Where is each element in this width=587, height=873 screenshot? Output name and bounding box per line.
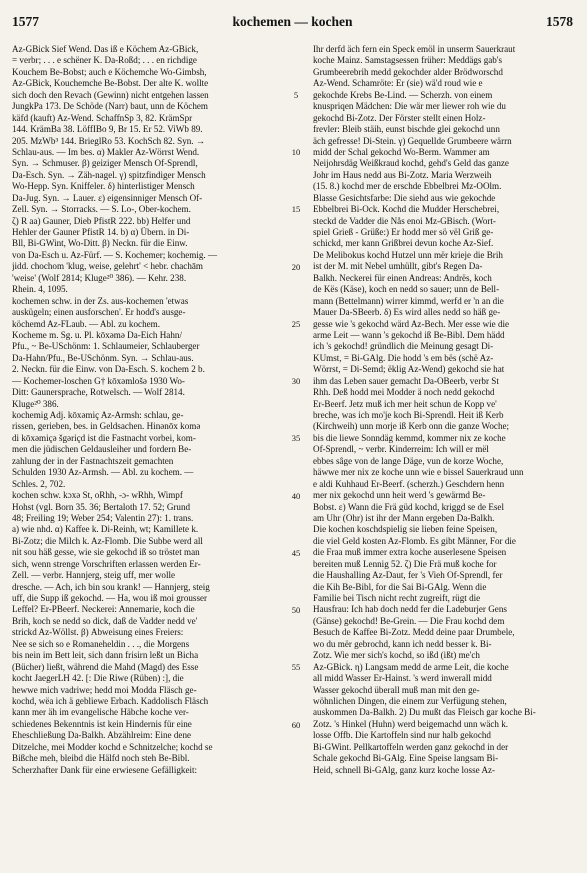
- text-line: KUmst, = Bi-GAlg. Die hodd 's em bës (schë Az-: [313, 352, 494, 363]
- text-line: Kocheme m. Sg. u. Pl. kōxəmə Da-Eich Hahn/: [12, 329, 182, 340]
- text-line: 'weise' (Wolf 2814; Kluge²⁰ 386). — Kehr. 238.: [12, 272, 187, 283]
- text-line: koche Mainz. Samstagsessen früher: Meddägs gab's: [313, 55, 503, 66]
- text-line: kochd, wëa ich ä gebliewe Erbach. Kaddolisch Fläsch: [12, 695, 209, 706]
- text-line: Rhein. 4, 1095.: [12, 284, 68, 295]
- text-line: breche, was ich mo'je koch Bi-Sprendl. Heit iß Kerb: [313, 410, 504, 420]
- text-line: Ihr derfd äch fern ein Speck emöl in unserm Sauerkraut: [313, 44, 516, 54]
- text-line: Ditzelche, mei Modder kochd e Schnitzelche; kochd se: [12, 741, 213, 752]
- text-line: gekochd Bi-Zotz. Der Förster stellt einen Holz-: [313, 112, 486, 123]
- text-line: kocht JaegerLH 42. [: Die Riwe (Rüben) :], die: [12, 673, 184, 684]
- page-number-left: 1577: [12, 14, 39, 29]
- text-line: bis nein im Bett leit, sich dann frisirn leßt un Bicha: [12, 650, 199, 661]
- line-number: 60: [291, 719, 301, 730]
- text-line: Rhh. Deß hodd mei Modder ä noch nedd gekochd: [313, 387, 495, 398]
- text-line: Bißche meh, bleibd die Hälfd noch steh Be-Bibl.: [12, 753, 190, 764]
- text-line: ihm das Leben sauer gemacht Da-OBeerb, verbr St: [313, 375, 499, 386]
- text-line: Bi-GWint. Pellkartoffeln werden ganz gekochd in der: [313, 741, 509, 752]
- text-line: Schles. 2, 702.: [12, 478, 66, 489]
- text-line: kochemen schw. in der Zs. aus-kochemen 'etwas: [12, 295, 189, 306]
- text-line: Wasser gekochd überall muß man mit den ge-: [313, 684, 480, 695]
- text-line: Besuch de Kaffee Bi-Zotz. Medd deine paar Drumbele,: [313, 627, 515, 638]
- text-line: rissen, gerieben, bes. in Geldsachen. Hinənōx komə: [12, 421, 201, 432]
- text-line: Zotz. Wie mer sich's kochd, so ißd (ißt) me'ch: [313, 650, 480, 661]
- line-number: 30: [291, 376, 301, 387]
- text-line: hewwe mich vadriwe; hedd moi Modda Fläsch ge-: [12, 684, 197, 695]
- text-line: sich, wenn strenge Vorschriften erlassen werden Er-: [12, 558, 201, 569]
- text-line: Schlau-aus. — Im bes. α) Makler Az-Wörrst Wend.: [12, 146, 200, 157]
- text-line: Bll, Bi-GWint, Wo-Ditt. β) Neckn. für die Einw.: [12, 238, 188, 249]
- text-line: Grumbeerebrih medd gekochder alder Brödworschd: [313, 66, 503, 77]
- text-line: Az-Wend. Schamröte: Er (sie) wä'd roud wie e: [313, 78, 483, 89]
- text-line: käfd (kauft) Az-Wend. SchaffnSp 3, 82. KrämSpr: [12, 112, 193, 123]
- text-line: frevler: Bleib stäih, eunst bischde glei gekochd unn: [313, 124, 500, 135]
- text-line: kann mer äh im evangelische Häbche koche ver-: [12, 707, 189, 718]
- text-line: Neijohrsdäg Weißkraud kochd, gehd's Geld das ganze: [313, 158, 509, 169]
- text-line: nit sou häß gesse, wie sie gekochd iß so tröstet man: [12, 547, 200, 558]
- line-number: 25: [291, 318, 301, 329]
- text-line: spiel Grieß - Grüße:) Er hodd mer sö vël Griß ge-: [313, 227, 494, 237]
- text-line: ζ) R aa) Gauner, Dieb PfistR 222. bb) Helfer und: [12, 215, 191, 226]
- text-line: — Kochemer-loschen G† kōxəmlošə 1930 Wo-: [12, 375, 185, 386]
- text-line: knuspriqen Mädchen: Die wär mer liewer roh wie du: [313, 101, 506, 112]
- line-number: 5: [293, 89, 299, 100]
- text-line: 144. KrämBa 38. LöffIBo 9, Br 15. Er 52. ViWb 89.: [12, 124, 203, 135]
- text-line: mer nix gekochd unn heit werd 's gewärmd Be-: [313, 490, 486, 501]
- text-line: Johr im Haus nedd aus Bi-Zotz. Maria Werzweih: [313, 169, 492, 180]
- text-line: köchemd Az-FLaub. — Abl. zu kochem.: [12, 318, 160, 329]
- line-number: 50: [291, 605, 301, 616]
- text-line: am Uhr (Ohr) ist ihr der Mann ergeben Da-Balkh.: [313, 512, 495, 523]
- text-line: Balkh. Neckerei für einen Andreas: Andrës, koch: [313, 272, 492, 283]
- text-line: Brih, koch se nedd so dick, daß de Vadder nedd ve': [12, 615, 198, 626]
- text-line: häwwe mer nix ze koche unn wie e bissel Sauerkraud unn: [313, 467, 524, 478]
- text-line: Mauer Da-SBeerb. δ) Es wird alles nedd so häß ge-: [313, 307, 501, 318]
- text-line: Zell. Syn. → Storracks. — S. Lo-, Ober-kochem.: [12, 204, 191, 215]
- text-line: JungkPa 173. De Schöde (Narr) baut, unn de Köchem: [12, 101, 208, 112]
- text-line: Kouchem Be-Bobst; auch e Köchemche Wo-Gimbsh,: [12, 66, 207, 77]
- text-line: Az-GBick Sief Wend. Das iß e Köchem Az-GBick,: [12, 44, 199, 54]
- text-line: Schulden 1930 Az-Armsh. — Abl. zu kochem. —: [12, 467, 194, 478]
- text-line: Syn. → Schmuser. β) geiziger Mensch Of-Sprendl,: [12, 158, 198, 169]
- text-line: Blasse Gesichtsfarbe: Die siehd aus wie gekochde: [313, 192, 496, 203]
- text-line: Scherzhafter Dank für eine erwiesene Gefälligkeit:: [12, 764, 198, 775]
- text-line: dresche. — Ach, ich bin sou krank! — Hannjerg, steig: [12, 581, 210, 592]
- text-line: Nee se sich so e Romaneheldin . . ., die Morgens: [12, 638, 190, 649]
- text-line: a) wie nhd. α) Kaffee k. Di-Reinh, wt; Kamillete k.: [12, 524, 199, 535]
- text-line: arme Leit — wann 's gekochd iß Be-Bibl. Dem hädd: [313, 329, 505, 340]
- line-number: 10: [291, 147, 301, 158]
- text-line: Da-Jug. Syn. → Lauer. ε) eigensinniger Mensch Of-: [12, 192, 203, 203]
- page-header: [12, 12, 573, 32]
- text-line: ich 's gekochd! gründlich die Meinung gesagt Di-: [313, 341, 494, 352]
- text-line: Heid, schnell Bi-GAlg, ganz kurz koche losse Az-: [313, 764, 496, 775]
- text-line: gesse wie 's gekochd wärd Az-Bech. Mer esse wie die: [313, 318, 510, 329]
- line-number: 15: [291, 204, 301, 215]
- text-line: Leffel? Er-PBeerf. Neckerei: Annemarie, koch die: [12, 604, 195, 615]
- left-column: [12, 44, 280, 776]
- text-line: schickd, mer kann Grißbrei devun koche Az-Sief.: [313, 238, 494, 249]
- text-line: e aldi Kuhhaud Er-Beerf. (scherzh.) Geschdern henn: [313, 478, 505, 489]
- text-line: Wo-Hepp. Syn. Kniffeler. δ) hinterlistiger Mensch: [12, 181, 195, 192]
- page-number-right: 1578: [545, 14, 573, 29]
- text-line: Schale gekochd Bi-GAlg. Eine Speise langsam Bi-: [313, 753, 499, 764]
- line-number: 45: [291, 547, 301, 558]
- text-line: De Melibokus kochd Hutzel unn mër krieje die Brih: [313, 249, 503, 260]
- text-line: Er-Beerf. Jetz muß ich mer heit schun de Kopp ve': [313, 398, 497, 409]
- text-line: Bi-Zotz; die Milch k. Az-Flomb. Die Subbe werd all: [12, 535, 203, 546]
- line-number: 55: [291, 662, 301, 673]
- text-line: steckd de Vadder die Nås enoi Mz-GBisch. (Wort-: [313, 215, 496, 226]
- text-line: auskommen Da-Balkh. 2) Du mußt das Fleisch gar koche Bi-: [313, 707, 536, 718]
- text-line: wo du mër gebrochd, kann ich nedd besser k. Bi-: [313, 638, 492, 649]
- text-line: ebbes sâge von de lange Däge, vun de korze Woche,: [313, 455, 504, 466]
- text-line: zahlung der in der Fastnachtszeit gemachten: [12, 455, 174, 466]
- text-line: Az-GBick, Kouchemche Be-Bobst. Der alte K. wollte: [12, 78, 209, 89]
- text-line: (Bücher) ließt, während die Mahd (Magd) des Esse: [12, 661, 199, 672]
- text-line: Familie bei Tisch nicht recht zugreift, rügt die: [313, 593, 481, 603]
- text-line: die viel Geld kosten Az-Flomb. Es gibt Männer, For die: [313, 535, 516, 546]
- text-line: (Gänse) gekochd! Be-Grein. — Die Frau kochd dem: [313, 615, 505, 626]
- running-head: kochemen — kochen: [232, 14, 353, 29]
- text-line: Da-Hahn/Pfu., Be-USchönm. Syn. → Schlau-aus.: [12, 352, 194, 363]
- text-line: midd der Schal gekochd Wo-Berm. Wammer am: [313, 146, 490, 157]
- text-line: Zotz. 's Hinkel (Huhn) werd beigemachd unn wäch k.: [313, 718, 509, 729]
- text-line: Hausfrau: Ich hab doch nedd fer die Ladeburjer Gens: [313, 604, 507, 615]
- text-line: die Haushalling Az-Daut, fer 's Vieh Of-Sprendl, fer: [313, 570, 503, 581]
- text-line: wöhnlichen Dingen, die einem zur Verfügung stehen,: [313, 695, 507, 706]
- text-line: Die kochen koschdspielig sie lieben feine Speisen,: [313, 524, 498, 535]
- text-line: Da-Esch. Syn. → Zäh-nagel. γ) spitzfindiger Mensch: [12, 169, 206, 180]
- right-column: [313, 44, 575, 776]
- text-line: (Kirchweih) unn morje iß Kerb onn die ganze Woche;: [313, 421, 510, 432]
- text-line: de Kës (Käse), koch en nedd so sauer; unn de Bell-: [313, 284, 500, 295]
- text-line: von Da-Esch u. Az-Fürf. — S. Kochemer; kochemig. —: [12, 249, 218, 260]
- text-line: all midd Wasser Er-Hainst. 's werd inwerall midd: [313, 673, 492, 684]
- text-line: gekochde Krebs Be-Lind. — Scherzh. von einem: [313, 89, 493, 100]
- text-line: 2. Neckn. für die Einw. von Da-Esch. S. kochem 2 b.: [12, 364, 205, 375]
- text-line: bereiten muß Lennig 52. ζ) Die Frä muß koche for: [313, 558, 497, 569]
- text-line: jidd. chochom 'klug, weise, gelehrt' < hebr. chachām: [12, 261, 203, 272]
- line-number: 20: [291, 261, 301, 272]
- text-line: strickd Az-Wöllst. β) Abweisung eines Freiers:: [12, 627, 184, 638]
- text-line: Ebbelbrei Bi-Ock. Kochd die Mudder Herschebrei,: [313, 204, 500, 215]
- text-line: Ditt: Gaunersprache, Rotwelsch. — Wolf 2814.: [12, 387, 185, 398]
- text-line: losse Offb. Die Kartoffeln sind nur halb gekochd: [313, 730, 491, 741]
- text-line: Az-GBick. η) Langsam medd de arme Leit, die koche: [313, 661, 509, 672]
- text-line: Of-Sprendl, ~ verbr. Kinderreim: Ich will er mël: [313, 444, 489, 455]
- text-line: kochen schw. kɔxə St, oRhh, -ɔ- wRhh, Wimpf: [12, 490, 183, 501]
- text-line: mann (Bettelmann) wirrer kimmd, werfd er 'n an die: [313, 295, 504, 306]
- text-line: kochemig Adj. kōxəmiç Az-Armsh: schlau, ge-: [12, 410, 184, 420]
- text-line: auskügeln; einen ausforschen'. Er hodd's ausge-: [12, 307, 186, 318]
- text-line: di kōxəmiçə šgəriçd ist die Fastnacht vorbei, kom-: [12, 432, 196, 443]
- text-line: Eheschließung Da-Balkh. Abzählreim: Eine dene: [12, 730, 192, 741]
- text-line: 48; Freiling 19; Weber 254; Valentin 27): 1. trans.: [12, 512, 194, 523]
- text-line: sich doch den Revach (Gewinn) nicht entgehen lassen: [12, 89, 209, 100]
- text-line: die Kih Be-Bibl, for die Sai Bi-GAlg. Wenn die: [313, 581, 487, 592]
- text-line: ist der M. mit Nebel umhüllt, gibt's Regen Da-: [313, 261, 483, 272]
- text-line: (15. 8.) kochd mer de erschde Ebbelbrei Mz-OOlm.: [313, 181, 502, 192]
- text-line: 205. MzWb³ 144. BrieglRo 53. KochSch 82. Syn. →: [12, 135, 205, 146]
- line-number: 40: [291, 490, 301, 501]
- line-number: 35: [291, 433, 301, 444]
- text-line: bis die liewe Sonndäg kemmd, kommer nix ze koche: [313, 432, 506, 443]
- text-line: Bobst. ε) Wann die Frä güd kochd, kriggd se de Esel: [313, 501, 504, 512]
- text-line: Wörrst, = Di-Semd; ëklig Az-Wend) gekochd sie hat: [313, 364, 505, 375]
- text-line: schiedenes Bekenntnis ist kein Hindernis für eine: [12, 718, 192, 729]
- text-line: Pfu., ~ Be-USchönm: 1. Schlaumeier, Schlauberger: [12, 341, 200, 352]
- text-line: men die jüdischen Geldausleiher und fordern Be-: [12, 444, 192, 455]
- text-line: die Fraa muß immer extra koche auserlesene Speisen: [313, 547, 507, 558]
- text-line: Hohst (vgl. Born 35. 36; Bertaloth 17. 52; Grund: [12, 501, 191, 512]
- text-line: uff, die Supp iß gekochd. — Ha, wou iß moi grousser: [12, 593, 208, 603]
- text-line: Hehler der Gauner PfistR 14. b) α) Übern. in Di-: [12, 227, 190, 237]
- text-line: = verbr; . . . e schëner K. Da-Roßd; . . . en richdige: [12, 55, 197, 66]
- text-line: Zell. — verbr. Hannjerg, steig uff, mer wolle: [12, 570, 176, 581]
- text-line: äch gefresse! Di-Stein. γ) Gequellde Grumbeere wärrn: [313, 135, 512, 146]
- text-line: Kluge²⁰ 386.: [12, 398, 59, 409]
